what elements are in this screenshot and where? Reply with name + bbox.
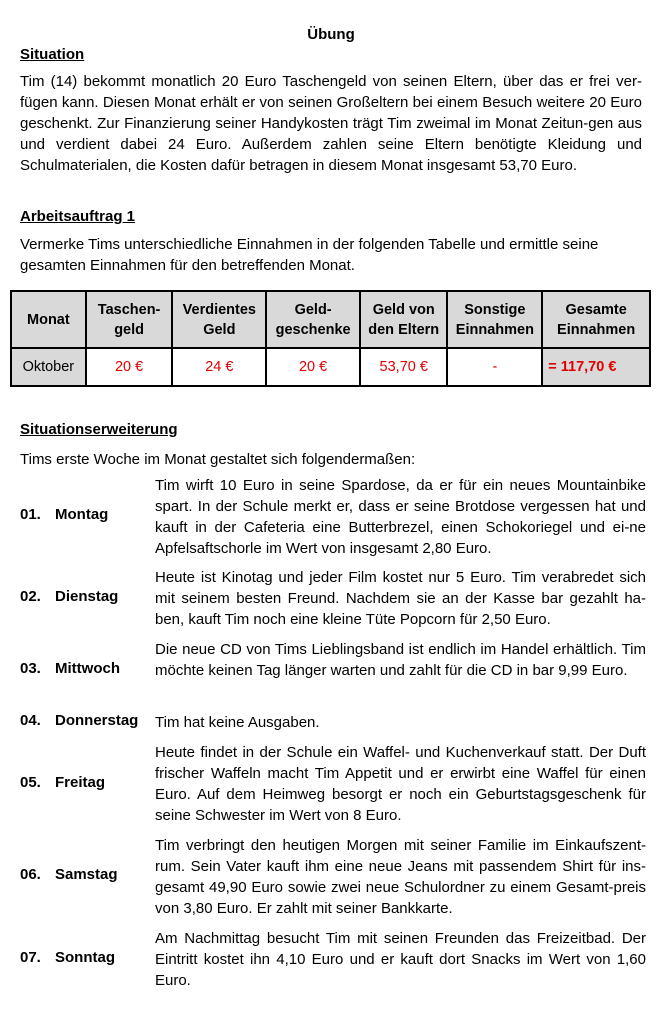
header-month: Monat [11,291,86,348]
day-number: 01. [20,506,41,523]
header-earned-money: Verdientes Geld [172,291,266,348]
day-thursday [20,712,650,733]
situation-text: Tim (14) bekommt monatlich 20 Euro Taschengeld von seinen Eltern, über das er frei ver-fügen kann. Diesen Monat erhält er von seinen Großeltern bei einem Besuch weitere 20 Euro geschenkt. Zur Finanzierung seiner Handykosten trägt Tim zweimal im Monat Zeitun-gen aus und verdient dabei 24 Euro. Außerdem zahlen seine Eltern benötigte Kleidung und Schulmaterialen, die Kosten dafür betragen in diesem Monat insgesamt 53,70 Euro. [20,73,642,174]
cell-month: Oktober [11,348,86,386]
day-name: Samstag [55,866,118,883]
header-other: Sonstige Einnahmen [447,291,542,348]
day-text: Tim verbringt den heutigen Morgen mit seiner Familie im Einkaufszent-rum. Sein Vater kauft ihm eine neue Jeans mit passendem Shirt für ins-gesamt 49,90 Euro sowie zwei neue Schulordner zu einem Gesamt-preis von 3,80 Euro. Er zahlt mit seiner Bankkarte. [155,837,646,917]
extension-heading: Situationserweiterung [20,421,178,438]
day-text: Tim hat keine Ausgaben. [155,714,320,731]
page-title: Übung [307,26,355,43]
day-text: Heute ist Kinotag und jeder Film kostet nur 5 Euro. Tim verabredet sich mit seinem besten Freund. Nachdem sie an der Kasse bar gezahlt ha-ben, kauft Tim noch eine kleine Tüte Popcorn für 2,50 Euro. [155,569,646,628]
day-name: Donnerstag [55,712,139,729]
day-number: 06. [20,866,41,883]
cell-gifts: 20 € [266,348,360,386]
day-name: Freitag [55,774,106,791]
day-number: 03. [20,660,41,677]
task1-heading: Arbeitsauftrag 1 [20,208,136,225]
day-saturday [20,835,650,919]
day-name: Dienstag [55,588,119,605]
day-tuesday [20,567,650,630]
header-pocket-money: Taschen- geld [86,291,173,348]
day-number: 04. [20,712,41,729]
day-text: Am Nachmittag besucht Tim mit seinen Freunden das Freizeitbad. Der Eintritt kostet ihn 4,10 Euro und er kauft dort Snacks im Wert von 1,60 Euro. [155,930,646,989]
day-monday [20,475,650,559]
header-total: Gesamte Einnahmen [542,291,650,348]
day-text: Heute findet in der Schule ein Waffel- und Kuchenverkauf statt. Der Duft frischer Waffeln macht Tim Appetit und er erwirbt eine Waffel für einen Euro. Auf dem Heimweg besorgt er noch ein Geburtstagsgeschenk für seine Schwester im Wert von 8 Euro. [155,744,646,824]
day-name: Montag [55,506,109,523]
situation-heading: Situation [20,46,85,63]
day-text: Die neue CD von Tims Lieblingsband ist endlich im Handel erhältlich. Tim möchte keinen Tag länger warten und zahlt für die CD in bar 9,99 Euro. [155,641,646,679]
table-row [11,348,650,386]
cell-parents: 53,70 € [360,348,447,386]
cell-other: - [447,348,542,386]
day-name: Mittwoch [55,660,120,677]
cell-pocket-money: 20 € [86,348,173,386]
day-sunday [20,928,650,991]
income-table [10,290,651,387]
day-wednesday [20,639,650,702]
day-number: 07. [20,949,41,966]
day-friday [20,742,650,826]
cell-total: = 117,70 € [542,348,650,386]
task1-text: Vermerke Tims unterschiedliche Einnahmen in der folgenden Tabelle und ermittle seine gesamten Einnahmen für den betreffenden Monat. [20,236,599,274]
header-parents: Geld von den Eltern [360,291,447,348]
table-header-row [11,291,650,348]
day-name: Sonntag [55,949,115,966]
extension-intro: Tims erste Woche im Monat gestaltet sich folgendermaßen: [20,451,416,468]
header-gifts: Geld- geschenke [266,291,360,348]
day-number: 02. [20,588,41,605]
cell-earned-money: 24 € [172,348,266,386]
day-text: Tim wirft 10 Euro in seine Spardose, da er für ein neues Mountainbike spart. In der Schule merkt er, dass er seine Brotdose vergessen hat und kauft in der Cafeteria eine Butterbrezel, einen Schokoriegel und ei-ne Apfelsaftschorle im Wert von insgesamt 2,80 Euro. [155,477,646,557]
day-number: 05. [20,774,41,791]
